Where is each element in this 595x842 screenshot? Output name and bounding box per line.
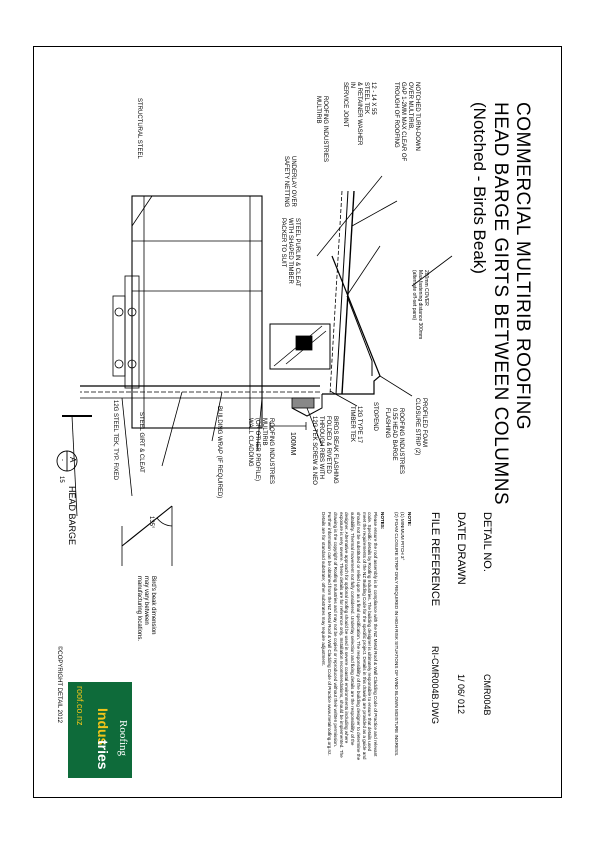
title-line-3: (Notched - Birds Beak) bbox=[470, 102, 489, 274]
detail-no-value: CMR004B bbox=[482, 674, 492, 716]
roofing-line-1: ROOFING INDUSTRIES bbox=[322, 96, 328, 163]
label-roofing bbox=[314, 96, 328, 176]
notes-body: Please ensure the roof assembly is in compliance with the NZ Metal Roof & Wall Cladding Code of Practice and relevant code. Specific details by Roofing Industries. The building designer is ultimately responsible to ensure that details used meet the requirements of the NZ Building Code for the specific project. Details in this drawing are provided as a guide and should not be substituted or relied upon as a final specification. The responsibility of the building designer to determine the suitability. Thermal movement not fully considered. Underlay selection and fixing details are the responsibility of the designer. Alternative approach for optional roofing should be used in severe coastal environments including where exposure is very severe. These details are for reference only. Installation recommendations, should be implemented. The drawing is the copyright of Roofing Industries and may not be copied or reproduced without their written permission. Further information can be obtained from the NZ Metal Roof & Wall Cladding Code of Practice www.metalroofing.org.nz. Details are for standard substrate; other substrates may require adjustment. bbox=[321, 512, 378, 761]
file-reference-value: RI-CMR004B.DWG bbox=[430, 646, 440, 725]
label-dimension: 100MM bbox=[289, 432, 296, 456]
notched-line-3: GAP 1-2MM MAX CLEAR OF bbox=[400, 82, 407, 162]
notched-line-4: TROUGH OF ROOFING bbox=[393, 82, 400, 148]
steel-purlin-line-1: STEEL PURLIN & CLEAT bbox=[294, 218, 300, 287]
roofing-flashing-line-1: ROOFING INDUSTRIES bbox=[398, 408, 404, 475]
date-drawn-label: DATE DRAWN bbox=[455, 512, 467, 585]
label-girt: STEEL GIRT & CLEAT bbox=[138, 412, 144, 473]
roofing-flashing-line-3: FLASHING bbox=[384, 408, 391, 439]
label-cover-note bbox=[411, 270, 428, 370]
notched-line-2: OVER MULTIRIB, bbox=[407, 82, 414, 130]
date-drawn-value: 1/ 06/ 012 bbox=[456, 674, 466, 715]
notched-line-1: NOTCHED TURN-DOWN bbox=[414, 82, 420, 151]
birds-beak-line-2: FOLDED & RIVETED bbox=[325, 416, 332, 474]
detail-no-label: DETAIL NO. bbox=[481, 512, 493, 572]
label-profiled-foam bbox=[413, 398, 427, 478]
notes-heading-2: NOTES: bbox=[380, 512, 385, 530]
label-screw bbox=[342, 82, 376, 152]
underlay-line-1: UNDERLAY OVER bbox=[290, 156, 296, 207]
note-item-1: (1) MINIMUM PITCH 3° bbox=[400, 512, 405, 561]
birds-beak-line-4: 12G TEK SCREW & NEO bbox=[311, 416, 318, 485]
wall-cladding-line-3: (OR OTHER PROFILE) bbox=[254, 418, 261, 482]
profiled-foam-line-1: PROFILED FOAM bbox=[421, 398, 427, 448]
inset-note bbox=[135, 576, 156, 666]
timber-tek-line-2: TIMBER TEK bbox=[349, 406, 356, 442]
label-notched bbox=[392, 82, 420, 172]
inset-note-line-2: may vary between bbox=[143, 576, 150, 625]
wall-cladding-line-2: MULTIRIB bbox=[261, 418, 268, 446]
birds-beak-line-3: THROUGH RIBS WITH bbox=[318, 416, 325, 479]
roofing-flashing-line-2: 0.55 HEAD BARGE bbox=[391, 408, 398, 461]
label-steel-purlin bbox=[279, 218, 300, 308]
callout-letter: A bbox=[68, 457, 77, 463]
screw-line-1: 12 - 14 X 55 bbox=[370, 82, 376, 115]
roofing-line-2: MULTIRIB bbox=[315, 96, 322, 124]
callout-caption: HEAD BARGE bbox=[67, 486, 77, 546]
label-structural-steel: STRUCTURAL STEEL bbox=[136, 98, 142, 159]
underlay-line-2: SAFETY NETTING bbox=[283, 156, 290, 208]
birds-beak-inset bbox=[122, 506, 172, 566]
inset-note-line-3: manufacturing locations. bbox=[136, 576, 143, 642]
cover-note-line-2: Max fastening distance 300mm bbox=[417, 270, 424, 340]
logo-indus-text: Indus bbox=[95, 708, 111, 746]
wall-cladding-line-1: ROOFING INDUSTRIES bbox=[268, 418, 274, 485]
screw-line-2: STEEL TEK bbox=[363, 82, 370, 115]
logo-tries-text: tries bbox=[95, 740, 111, 770]
cover-note-line-3: (alternate off-set pans) bbox=[411, 270, 418, 321]
label-timber-tek bbox=[348, 406, 362, 466]
callout-number: 15 bbox=[58, 476, 64, 483]
file-reference-label: FILE REFERENCE bbox=[429, 512, 441, 607]
screw-line-3: & RETAINER WASHER IN bbox=[349, 82, 363, 146]
wall-cladding-line-4: WALL CLADDING bbox=[247, 418, 254, 467]
label-birds-beak bbox=[310, 416, 338, 506]
note-item-2: (2) FOAM CLOSURE STRIP ONLY REQUIRED IN HIGH RISK SITUATIONS OF WIND BLOWN MOISTURE INGRESS. bbox=[394, 512, 399, 757]
profiled-foam-line-2: CLOSURE STRIP (2) bbox=[414, 398, 421, 456]
steel-purlin-line-3: PACKER TO SUIT bbox=[280, 218, 287, 268]
roofing-industries-logo bbox=[68, 682, 132, 778]
rotated-drawing bbox=[33, 46, 562, 798]
inset-angle: 135° bbox=[148, 516, 154, 529]
title-line-1: COMMERCIAL MULTIRIB ROOFING bbox=[512, 102, 533, 431]
label-stopend: STOPEND bbox=[372, 402, 378, 431]
logo-roofing-text: Roofing bbox=[117, 720, 129, 757]
inset-note-line-1: Bird's beak dimension bbox=[150, 576, 156, 635]
logo-url: roof.co.nz bbox=[75, 686, 85, 726]
copyright-text: ©COPYRIGHT DETAIL 2012 bbox=[56, 646, 62, 724]
callout-dash: - bbox=[59, 459, 65, 461]
label-wall-cladding bbox=[246, 418, 274, 508]
label-roofing-flashing bbox=[383, 408, 404, 488]
timber-tek-line-1: 12G TYPE 17 bbox=[356, 406, 362, 443]
cover-note-line-1: 200mm COVER bbox=[423, 270, 429, 306]
title-line-2: HEAD BARGE GIRTS BETWEEN COLUMNS bbox=[490, 102, 511, 506]
steel-purlin-line-2: WITH SHAPED TIMBER bbox=[287, 218, 294, 284]
label-building-wrap: BUILDING WRAP (IF REQUIRED) bbox=[216, 406, 222, 499]
birds-beak-line-1: BIRDS BEAK FLASHING bbox=[332, 416, 338, 484]
notes-heading: NOTE: bbox=[407, 512, 412, 527]
screw-line-4: SERVICE JOINT bbox=[342, 82, 349, 128]
label-tek: 12G STEEL TEK, TYP. FIXED bbox=[112, 400, 118, 481]
